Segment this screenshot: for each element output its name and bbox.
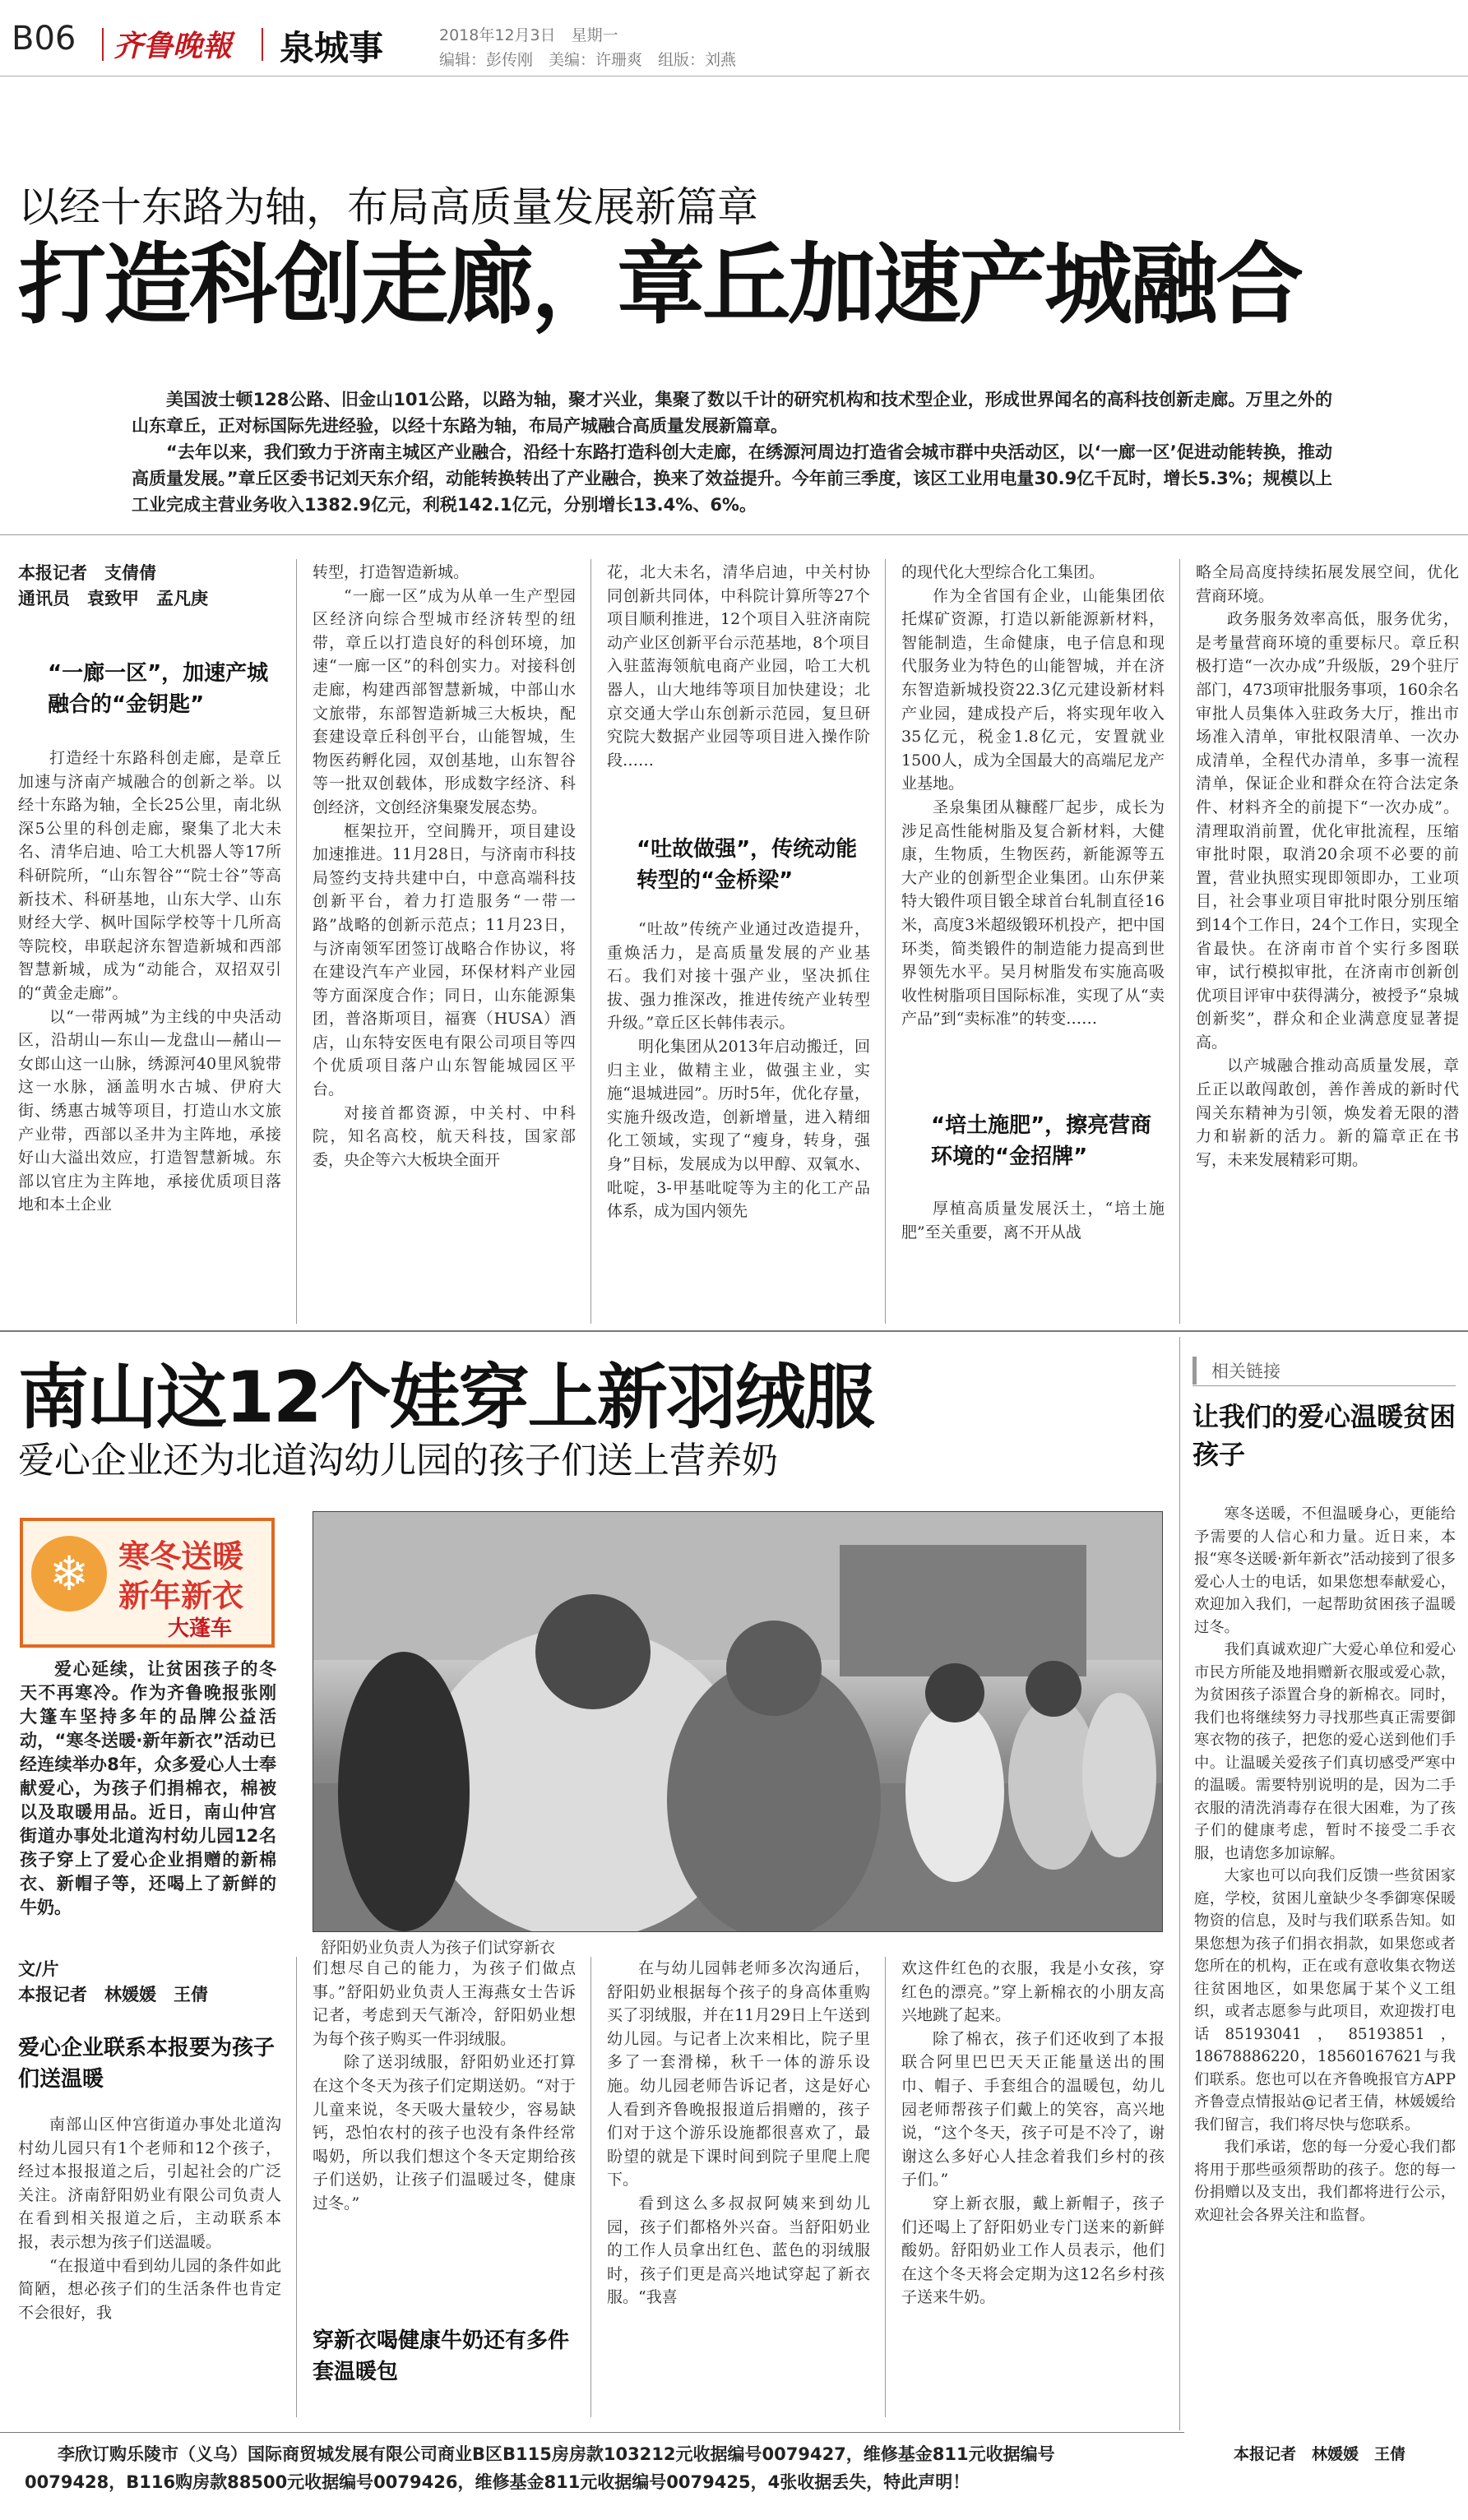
footer-notice xyxy=(25,2440,1176,2496)
subhead-enterprise: 爱心企业联系本报要为孩子们送温暖 xyxy=(18,2036,276,2092)
column-rule xyxy=(885,559,886,1324)
notice-line-2: 0079428，B116购房款88500元收据编号0079426，维修基金811元收据编号0079425，4张收据丢失，特此声明！ xyxy=(25,2472,970,2492)
article1-para: “吐故”传统产业通过改造提升，重焕活力，是高质量发展的产业基石。我们对接十强产业，坚决抓住拔、强力推深改，推进传统产业转型升级。”章丘区长韩伟表示。 xyxy=(607,920,870,1033)
article1-kicker: 以经十东路为轴，布局高质量发展新篇章 xyxy=(18,183,758,231)
article2-para: 欢这件红色的衣服，我是小女孩，穿红色的漂亮。”穿上新棉衣的小朋友高兴地跳了起来。 xyxy=(901,1959,1165,2025)
correspondent-byline: 通讯员 袁致甲 孟凡庚 xyxy=(18,589,208,608)
article1-col4 xyxy=(901,561,1165,1246)
article2-para: 在与幼儿园韩老师多次沟通后，舒阳奶业根据每个孩子的身高体重购买了羽绒服，并在11月29日上午送到幼儿园。与记者上次来相比，院子里多了一套滑梯，秋千一体的游乐设施。幼儿园老师告诉记者，这是好心人看到齐鲁晚报报道后捐赠的，孩子们对于这个游乐设施都很喜欢了，最盼望的就是下课时间到院子里爬上爬下。 xyxy=(607,1959,870,2189)
article2-col2 xyxy=(313,1957,576,2388)
article1-col3 xyxy=(607,561,870,1329)
section-rule xyxy=(0,1330,1468,1332)
article2-col1 xyxy=(18,1957,281,2351)
section-title: 泉城事 xyxy=(280,28,384,68)
sidebar-para: 我们承诺，您的每一分爱心我们都将用于那些亟须帮助的孩子。您的每一份捐赠以及支出，我们都将进行公示，欢迎社会各界关注和监督。 xyxy=(1194,2139,1456,2224)
issue-date: 2018年12月3日 xyxy=(439,26,556,44)
reporter-byline: 本报记者 林媛媛 王倩 xyxy=(18,1985,208,2004)
column-rule xyxy=(590,559,591,1324)
article1-para: 花，北大未名，清华启迪，中关村协同创新共同体，中科院计算所等27个项目顺利推进，12个项目入驻济南院动产业区创新平台示范基地，8个项目入驻蓝海领航电商产业园，哈工大机器人，山大地纬等项目加快建设；北京交通大学山东创新示范园，复旦研究院大数据产业园等项目进入操作阶段…… xyxy=(607,563,870,770)
issue-weekday: 星期一 xyxy=(571,26,618,44)
article1-para: “一廊一区”成为从单一生产型园区经济向综合型城市经济转型的纽带，章丘以打造良好的科创环境，加速“一廊一区”的科创实力。对接科创走廊，构建西部智慧新城，中部山水文旅带，东部智造新城三大板块，配套建设章丘科创平台，山能智城，生物医药孵化园，双创基地，山东智谷等一批双创载体，形成数字经济、科创经济，文创经济集聚发展态势。 xyxy=(313,586,576,816)
notice-line-1: 李欣订购乐陵市（义乌）国际商贸城发展有限公司商业B区B115房房款103212元收据编号0079427，维修基金811元收据编号 xyxy=(58,2444,1055,2464)
children-photo xyxy=(313,1511,1163,1932)
article2-subheadline: 爱心企业还为北道沟幼儿园的孩子们送上营养奶 xyxy=(18,1440,778,1482)
snowflake-icon: ❄ xyxy=(31,1536,107,1611)
article1-para: 以产城融合推动高质量发展，章丘正以敢闯敢创，善作善成的新时代闯关东精神为引领，焕发着无限的潜力和崭新的活力。新的篇章正在书写，未来发展精彩可期。 xyxy=(1196,1057,1459,1169)
article1-para: 明化集团从2013年启动搬迁，回归主业，做精主业，做强主业，实施“退城进园”。历时5年，优化存量，实施升级改造，创新增量，进入精细化工领域，实现了“瘦身，转身，强身”目标，发展成为以甲醇、双氧水、吡啶，3-甲基吡啶等为主的化工产品体系，成为国内领先 xyxy=(607,1037,870,1221)
lead-paragraph-1: 美国波士顿128公路、旧金山101公路，以路为轴，聚才兴业，集聚了数以千计的研究机构和技术型企业，形成世界闻名的高科技创新走廊。万里之外的山东章丘，正对标国际先进经验，以经十东路为轴，布局产城融合高质量发展新篇章。 xyxy=(132,390,1332,436)
article1-para: 的现代化大型综合化工集团。 xyxy=(901,563,1105,581)
logo-text-winter: 寒冬送暖 xyxy=(118,1538,244,1574)
newspaper-logo: 齐鲁晚報 xyxy=(113,29,233,63)
article1-headline: 打造科创走廊，章丘加速产城融合 xyxy=(18,234,1302,336)
article2-col3 xyxy=(607,1957,870,2417)
reporter-byline: 本报记者 支倩倩 xyxy=(18,563,156,583)
sidebar-para: 我们真诚欢迎广大爱心单位和爱心市民方所能及地捐赠新衣服或爱心款，为贫困孩子添置合身的新棉衣。同时，我们也将继续努力寻找那些真正需要御寒衣物的孩子，把您的爱心送到他们手中。让温暖关爱孩子们真切感受严寒中的温暖。需要特别说明的是，因为二手衣服的清洗消毒存在很大困难，为了孩子们的健康考虑，暂时不接受二手衣服，也请您多加谅解。 xyxy=(1194,1641,1456,1862)
column-rule xyxy=(590,1957,591,2417)
article1-lead xyxy=(132,386,1332,518)
subhead-one-corridor: “一廊一区”，加速产城融合的“金钥匙” xyxy=(48,661,269,717)
sidebar-headline: 让我们的爱心温暖贫困孩子 xyxy=(1192,1401,1456,1470)
article1-col2 xyxy=(313,561,576,1324)
sidebar-para: 寒冬送暖，不但温暖身心，更能给予需要的人信心和力量。近日来，本报“寒冬送暖·新年新衣”活动接到了很多爱心人士的电话，如果您想奉献爱心，欢迎加入我们，一起帮助贫困孩子温暖过冬。 xyxy=(1194,1505,1456,1636)
sidebar-label xyxy=(1192,1357,1456,1386)
article1-para: 框架拉开，空间腾开，项目建设加速推进。11月28日，与济南市科技局签约支持共建中白，中意高端科技创新平台，着力打造服务“一带一路”战略的创新示范点；11月23日，与济南领军团签订战略合作协议，将在建设汽车产业园，环保材料产业园等方面深度合作；同日，山东能源集团，普洛斯项目，福赛（HUSA）酒店，山东特安医电有限公司项目等四个优质项目落户山东智能城园区平台。 xyxy=(313,821,576,1099)
sidebar-byline: 本报记者 林媛媛 王倩 xyxy=(1234,2445,1406,2463)
article1-para: 厚植高质量发展沃土，“培土施肥”至关重要，离不开从战 xyxy=(901,1200,1165,1242)
article1-para: 略全局高度持续拓展发展空间，优化营商环境。 xyxy=(1196,563,1459,605)
page-number: B06 xyxy=(12,20,76,58)
column-rule xyxy=(1179,559,1180,1324)
lead-paragraph-2: “去年以来，我们致力于济南主城区产业融合，沿经十东路打造科创大走廊，在绣源河周边打造省会城市群中央活动区，以‘一廊一区’促进动能转换，推动高质量发展。”章丘区委书记刘天东介绍，动能转换转出了产业融合，换来了效益提升。今年前三季度，该区工业用电量30.9亿千瓦时，增长5.3%；规模以上工业完成主营业务收入1382.9亿元，利税142.1亿元，分别增长13.4%、6%。 xyxy=(132,442,1332,515)
logo-text-newyear: 新年新衣 xyxy=(118,1578,244,1614)
article2-para: 看到这么多叔叔阿姨来到幼儿园，孩子们都格外兴奋。当舒阳奶业的工作人员拿出红色、蓝色的羽绒服时，孩子们更是高兴地试穿起了新衣服。“我喜 xyxy=(607,2194,870,2307)
article2-para: 穿上新衣服，戴上新帽子，孩子们还喝上了舒阳奶业专门送来的新鲜酸奶。舒阳奶业工作人员表示，他们在这个冬天将会定期为这12名乡村孩子送来牛奶。 xyxy=(901,2194,1165,2307)
lead-rule xyxy=(0,534,1468,535)
article1-para: 打造经十东路科创走廊，是章丘加速与济南产城融合的创新之举。以经十东路为轴，全长25公里，南北纵深5公里的科创走廊，聚集了北大未名、清华启迪、哈工大机器人等17所科研院所，“山东智谷”“院士谷”等高新技术、科研基地，山东大学、山东财经大学、枫叶国际学校等十几所高等院校，串联起济东智造新城和西部智慧新城，成为“动能合，双招双引的“黄金走廊”。 xyxy=(18,749,281,1002)
article1-para: 转型，打造智造新城。 xyxy=(313,563,470,581)
article2-para: 南部山区仲宫街道办事处北道沟村幼儿园只有1个老师和12个孩子，经过本报报道之后，引起社会的广泛关注。济南舒阳奶业有限公司负责人在看到相关报道之后，主动联系本报，表示想为孩子们送温暖。 xyxy=(18,2115,281,2251)
subhead-milk: 穿新衣喝健康牛奶还有多件套温暖包 xyxy=(313,2328,570,2384)
article2-col4 xyxy=(901,1957,1165,2417)
article1-para: 作为全省国有企业，山能集团依托煤矿资源，打造以新能源新材料，智能制造，生命健康，电子信息和现代服务业为特色的山能智城，并在济东智造新城投资22.3亿元建设新材料产业园，建成投产后，将实现年收入35亿元，税金1.8亿元，安置就业1500人，成为全国最大的高端尼龙产业基地。 xyxy=(901,586,1165,793)
article1-para: 对接首都资源，中关村、中科院，知名高校，航天科技，国家部委，央企等六大板块全面开 xyxy=(313,1103,576,1169)
editors-line: 编辑：彭传刚 美编：许珊爽 组版：刘燕 xyxy=(439,51,737,69)
logo-text-caravan: 大蓬车 xyxy=(168,1616,233,1641)
column-rule xyxy=(296,1957,297,2417)
subhead-transform: “吐故做强”，传统动能转型的“金桥梁” xyxy=(637,837,858,893)
column-rule xyxy=(885,1957,886,2417)
article2-headline: 南山这12个娃穿上新羽绒服 xyxy=(18,1357,873,1439)
article1-para: 政务服务效率高低，服务优劣，是考量营商环境的重要标尺。章丘积极打造“一次办成”升级版，29个驻厅部门，473项审批服务事项，160余名审批人员集体入驻政务大厅，推出市场准入清单，审批权限清单、一次办成清单，全程代办清单，多事一流程清单，保证企业和群众在符合法定条件、材料齐全的前提下“一次办成”。清理取消前置，优化审批流程，压缩审批时限，取消20余项不必要的前置，营业执照实现即领即办，工业项目，社会事业项目审批时限分别压缩到14个工作日，24个工作日，实现全省最快。在济南市首个实行多图联审，试行模拟审批，在济南市创新创优项目评审中获得满分，被授予“泉城创新奖”，群众和企业满意度显著提高。 xyxy=(1196,610,1459,1052)
article2-para: 们想尽自己的能力，为孩子们做点事。”舒阳奶业负责人王海燕女士告诉记者，考虑到天气渐冷，舒阳奶业想为每个孩子购买一件羽绒服。 xyxy=(313,1959,576,2048)
article2-intro: 爱心延续，让贫困孩子的冬天不再寒冷。作为齐鲁晚报张刚大篷车坚持多年的品牌公益活动，“寒冬送暖·新年新衣”活动已经连续举办8年，众多爱心人士奉献爱心，为孩子们捐棉衣，棉被以及取暖用品。近日，南山仲宫街道办事处北道沟村幼儿园12名孩子穿上了爱心企业捐赠的新棉衣、新帽子等，还喝上了新鲜的牛奶。 xyxy=(20,1659,276,1917)
sidebar-body xyxy=(1194,1503,1456,2350)
article1-col5 xyxy=(1196,561,1459,1324)
sidebar-para: 大家也可以向我们反馈一些贫困家庭，学校，贫困儿童缺少冬季御寒保暖物资的信息，及时与我们联系告知。如果您想为孩子们捐衣捐款，如果您或者您所在的机构，正在或有意收集衣物送往贫困地区，如果您属于某个义工组织，或者志愿参与此项目，欢迎拨打电话85193041，85193851，18678886220，18560167621与我们联系。您也可以在齐鲁晚报官方APP齐鲁壹点情报站@记者王倩，林媛媛给我们留言，我们将尽快与您联系。 xyxy=(1194,1867,1456,2134)
column-rule xyxy=(296,559,297,1324)
campaign-logo xyxy=(20,1518,275,1648)
header-divider-2 xyxy=(262,28,263,61)
article2-para: “在报道中看到幼儿园的条件如此简陋，想必孩子们的生活条件也肯定不会很好，我 xyxy=(18,2256,281,2322)
article2-para: 除了棉衣，孩子们还收到了本报联合阿里巴巴天天正能量送出的围巾、帽子、手套组合的温暖包，幼儿园老师帮孩子们戴上的笑容，高兴地说，“这个冬天，孩子可是不冷了，谢谢这么多好心人挂念着我们乡村的孩子们。” xyxy=(901,2029,1165,2189)
related-link-label: 相关链接 xyxy=(1192,1357,1295,1385)
header-divider xyxy=(102,28,104,61)
photo-caption: 舒阳奶业负责人为孩子们试穿新衣 xyxy=(321,1939,556,1957)
article1-para: 以“一带两城”为主线的中央活动区，沿胡山—东山—龙盘山—赭山—女郎山这一山脉，绣源河40里风貌带这一水脉，涵盖明水古城、伊府大街、绣惠古城等项目，打造山水文旅产业带，西部以圣井为主阵地，承接好山大溢出效应，打造智慧新城。东部以官庄为主阵地，承接优质项目落地和本土企业 xyxy=(18,1007,281,1214)
photo-byline: 文/片 xyxy=(18,1959,59,1979)
article1-para: 圣泉集团从糠醛厂起步，成长为涉足高性能树脂及复合新材料，大健康，生物质，生物医药，新能源等五大产业的创新型企业集团。山东伊莱特大锻件项目锻全球首台轧制直径16米，高度3米超级锻环机投产，把中国环类，简类锻件的制造能力提高到世界领先水平。吴月树脂发布实施高吸收性树脂项目国际标准，实现了从“卖产品”到“卖标准”的转变…… xyxy=(901,798,1165,1029)
article2-para: 除了送羽绒服，舒阳奶业还打算在这个冬天为孩子们定期送奶。“对于儿童来说，冬天吸大量较少，容易缺钙，恐怕农村的孩子也没有条件经常喝奶，所以我们想这个冬天定期给孩子们送奶，让孩子们温暖过冬，健康过冬。” xyxy=(313,2053,576,2213)
footer-rule xyxy=(0,2432,1184,2433)
sidebar-rule xyxy=(1179,1337,1180,2430)
photo-scene xyxy=(313,1512,1163,1932)
subhead-business-env: “培土施肥”，擦亮营商环境的“金招牌” xyxy=(931,1113,1152,1169)
